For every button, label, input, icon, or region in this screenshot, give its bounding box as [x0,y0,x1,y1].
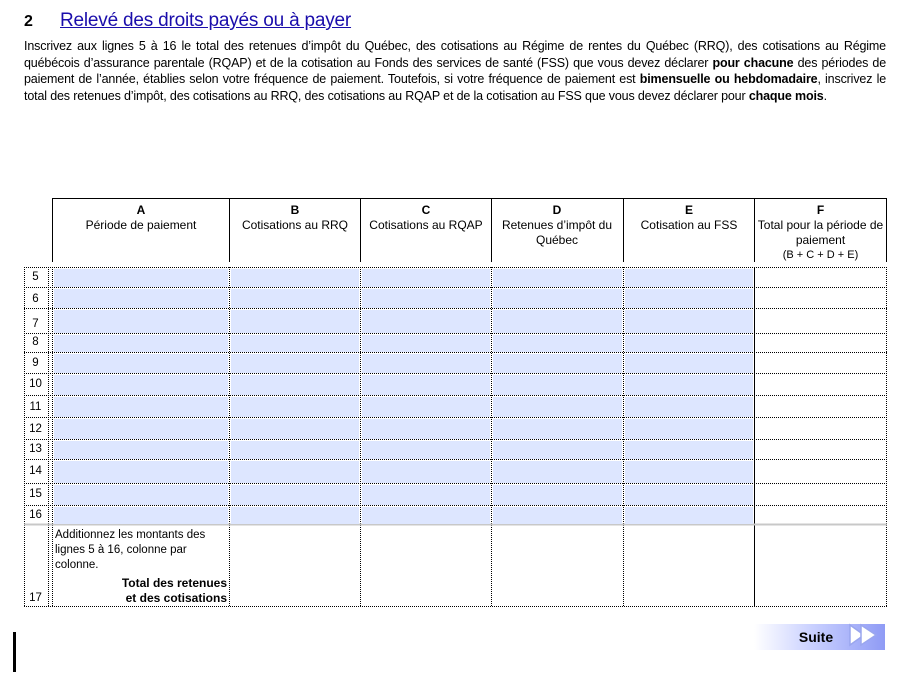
total-row-label: Total des retenues et des cotisations [121,576,227,605]
line-7-col-f-field[interactable] [756,310,885,333]
line-8-col-f-field[interactable] [756,335,885,352]
line-11-col-d-field[interactable] [493,397,622,417]
line-16-col-a-field[interactable] [54,507,228,524]
line-13-col-d-field[interactable] [493,441,622,459]
row-number-7: 7 [32,318,39,330]
row-number-17: 17 [29,592,42,604]
line-10-col-a-field[interactable] [54,375,228,395]
line-16-col-d-field[interactable] [493,507,622,524]
line-10-col-d-field[interactable] [493,375,622,395]
line-9-col-a-field[interactable] [54,354,228,373]
col-header-e: E Cotisation au FSS [640,203,738,232]
section-number: 2 [24,13,33,30]
col-header-a: A Période de paiement [85,203,197,232]
col-header-d: D Retenues d’impôt du Québec [501,203,613,247]
line-5-col-e-field[interactable] [625,269,753,287]
row-number-15: 15 [29,488,42,500]
line-12-col-e-field[interactable] [625,419,753,439]
line-16-col-f-field[interactable] [756,507,885,524]
line-9-col-e-field[interactable] [625,354,753,373]
line-8-col-b-field[interactable] [231,335,359,352]
line-13-col-c-field[interactable] [362,441,490,459]
row-number-9: 9 [32,357,39,369]
row-number-14: 14 [29,465,42,477]
line-7-col-b-field[interactable] [231,310,359,333]
col-header-c: C Cotisations au RQAP [369,203,483,232]
line-14-col-b-field[interactable] [231,461,359,483]
line-14-col-a-field[interactable] [54,461,228,483]
line-8-col-a-field[interactable] [54,335,228,352]
row-number-6: 6 [32,293,39,305]
row-number-12: 12 [29,423,42,435]
total-rqap-field[interactable] [362,526,490,605]
row-number-13: 13 [29,443,42,455]
total-rrq-field[interactable] [231,526,359,605]
line-13-col-b-field[interactable] [231,441,359,459]
line-15-col-e-field[interactable] [625,485,753,505]
line-6-col-b-field[interactable] [231,289,359,308]
col-header-b: B Cotisations au RRQ [241,203,349,232]
row-number-8: 8 [32,336,39,348]
text-cursor [13,632,16,672]
line-8-col-c-field[interactable] [362,335,490,352]
line-11-col-b-field[interactable] [231,397,359,417]
line-14-col-d-field[interactable] [493,461,622,483]
line-9-col-f-field[interactable] [756,354,885,373]
line-6-col-c-field[interactable] [362,289,490,308]
line-13-col-f-field[interactable] [756,441,885,459]
line-7-col-e-field[interactable] [625,310,753,333]
line-11-col-c-field[interactable] [362,397,490,417]
line-14-col-c-field[interactable] [362,461,490,483]
line-9-col-d-field[interactable] [493,354,622,373]
line-13-col-e-field[interactable] [625,441,753,459]
row-number-16: 16 [29,509,42,521]
line-6-col-a-field[interactable] [54,289,228,308]
row-number-11: 11 [29,401,42,413]
line-14-col-f-field[interactable] [756,461,885,483]
line-10-col-c-field[interactable] [362,375,490,395]
line-15-col-c-field[interactable] [362,485,490,505]
line-16-col-c-field[interactable] [362,507,490,524]
line-16-col-e-field[interactable] [625,507,753,524]
total-row-instructions: Additionnez les montants des lignes 5 à 16, colonne par colonne. [55,529,206,571]
line-10-col-e-field[interactable] [625,375,753,395]
line-6-col-d-field[interactable] [493,289,622,308]
section-title-link[interactable]: Relevé des droits payés ou à payer [60,10,352,31]
double-chevron-right-icon [848,623,882,652]
total-impot-field[interactable] [493,526,622,605]
next-button[interactable] [754,624,885,650]
line-11-col-a-field[interactable] [54,397,228,417]
section-header [24,10,351,34]
line-12-col-d-field[interactable] [493,419,622,439]
line-14-col-e-field[interactable] [625,461,753,483]
line-11-col-e-field[interactable] [625,397,753,417]
line-7-col-d-field[interactable] [493,310,622,333]
col-header-f: F Total pour la période de paiement (B + C + D + E) [757,203,884,261]
line-5-col-b-field[interactable] [231,269,359,287]
line-12-col-a-field[interactable] [54,419,228,439]
line-5-col-f-field[interactable] [756,269,885,287]
line-5-col-c-field[interactable] [362,269,490,287]
line-15-col-f-field[interactable] [756,485,885,505]
line-12-col-f-field[interactable] [756,419,885,439]
line-16-col-b-field[interactable] [231,507,359,524]
line-5-col-a-field[interactable] [54,269,228,287]
line-15-col-d-field[interactable] [493,485,622,505]
instructions-paragraph: Inscrivez aux lignes 5 à 16 le total des retenues d’impôt du Québec, des cotisations au Régime de rentes du Québec (RRQ), des cotisations au Régime québécois d’assurance parentale (RQAP) et de la cotisation au Fonds des services de santé (FSS) que vous devez déclarer pour chacune des périodes de paiement de l’année, établies selon votre fréquence de paiement. Toutefois, si votre fréquence de paiement est bimensuelle ou hebdomadaire, inscrivez le total des retenues d’impôt, des cotisations au RRQ, des cotisations au RQAP et de la cotisation au FSS que vous devez déclarer pour chaque mois. [24,39,886,103]
line-6-col-f-field[interactable] [756,289,885,308]
line-6-col-e-field[interactable] [625,289,753,308]
line-11-col-f-field[interactable] [756,397,885,417]
line-13-col-a-field[interactable] [54,441,228,459]
next-button-label: Suite [798,629,834,645]
line-7-col-a-field[interactable] [54,310,228,333]
row-number-10: 10 [29,378,42,390]
total-fss-field[interactable] [625,526,753,605]
line-15-col-a-field[interactable] [54,485,228,505]
line-8-col-d-field[interactable] [493,335,622,352]
line-10-col-f-field[interactable] [756,375,885,395]
line-9-col-b-field[interactable] [231,354,359,373]
line-15-col-b-field[interactable] [231,485,359,505]
line-10-col-b-field[interactable] [231,375,359,395]
line-7-col-c-field[interactable] [362,310,490,333]
line-12-col-b-field[interactable] [231,419,359,439]
line-9-col-c-field[interactable] [362,354,490,373]
line-12-col-c-field[interactable] [362,419,490,439]
row-number-5: 5 [32,271,39,283]
line-8-col-e-field[interactable] [625,335,753,352]
total-grand-field[interactable] [756,526,885,605]
line-5-col-d-field[interactable] [493,269,622,287]
